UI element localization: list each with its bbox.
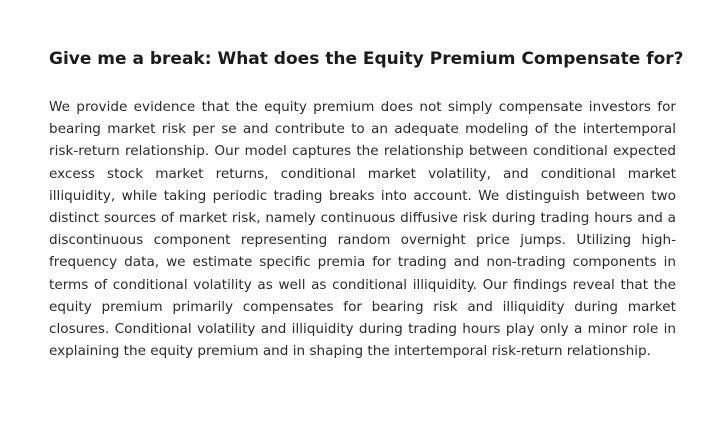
document-page: [49, 47, 684, 362]
abstract-text: We provide evidence that the equity premium does not simply compensate investors for bearing market risk per se and contribute to an adequate modeling of the intertemporal risk-return relationship. Our model captures the relationship between conditional expected excess stock market returns, conditional market volatility, and conditional market illiquidity, while taking periodic trading breaks into account. We distinguish between two distinct sources of market risk, namely continuous diffusive risk during trading hours and a discontinuous component representing random overnight price jumps. Utilizing high-frequency data, we estimate specific premia for trading and non-trading components in terms of conditional volatility as well as conditional illiquidity. Our findings reveal that the equity premium primarily compensates for bearing risk and illiquidity during market closures. Conditional volatility and illiquidity during trading hours play only a minor role in explaining the equity premium and in shaping the intertemporal risk-return relationship.: [49, 99, 676, 360]
paper-title: Give me a break: What does the Equity Premium Compensate for?: [49, 49, 684, 69]
